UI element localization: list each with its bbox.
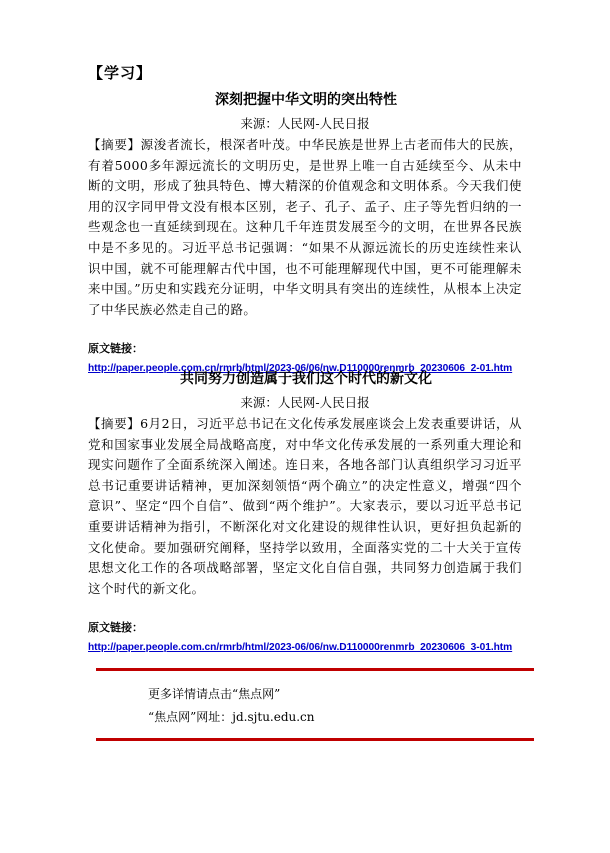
footer-site-address: “焦点网”网址：jd.sjtu.edu.cn xyxy=(148,710,315,724)
article-source: 来源：人民网-人民日报 xyxy=(240,395,370,410)
link-label: 原文链接： xyxy=(88,621,143,635)
article-source: 来源：人民网-人民日报 xyxy=(240,116,370,131)
article-title: 共同努力创造属于我们这个时代的新文化 xyxy=(180,371,432,387)
article-title: 深刻把握中华文明的突出特性 xyxy=(215,92,397,108)
article-abstract: 【摘要】源浚者流长，根深者叶茂。中华民族是世界上古老而伟大的民族，有着5000多年源远流长的文明历史，是世界上唯一自古延续至今、从未中断的文明，形成了独具特色、博大精深的价值观念和文明体系。今天我们使用的汉字同甲骨文没有根本区别，老子、孔子、孟子、庄子等先哲归纳的一些观念也一直延续到现在。这种几千年连贯发展至今的文明，在世界各民族中是不多见的。习近平总书记强调：“如果不从源远流长的历史连续性来认识中国，就不可能理解古代中国，也不可能理解现代中国，更不可能理解未来中国。”历史和实践充分证明，中华文明具有突出的连续性，从根本上决定了中华民族必然走自己的路。 xyxy=(88,137,522,317)
original-link[interactable]: http://paper.people.com.cn/rmrb/html/2023-06/06/nw.D110000renmrb_20230606_3-01.htm xyxy=(88,642,513,654)
bottom-red-divider xyxy=(96,738,534,741)
section-tag: 【学习】 xyxy=(88,64,153,82)
top-red-divider xyxy=(96,668,534,671)
link-label: 原文链接： xyxy=(88,342,143,356)
article-abstract: 【摘要】6月2日，习近平总书记在文化传承发展座谈会上发表重要讲话，从党和国家事业发展全局战略高度，对中华文化传承发展的一系列重大理论和现实问题作了全面系统深入阐述。连日来，各地各部门认真组织学习习近平总书记重要讲话精神，更加深刻领悟“两个确立”的决定性意义，增强“四个意识”、坚定“四个自信”、做到“两个维护”。大家表示，要以习近平总书记重要讲话精神为指引，不断深化对文化建设的规律性认识，更好担负起新的文化使命。要加强研究阐释，坚持学以致用，全面落实党的二十大关于宣传思想文化工作的各项战略部署，坚定文化自信自强，共同努力创造属于我们这个时代的新文化。 xyxy=(88,416,522,596)
article-1 xyxy=(88,92,522,375)
article-2 xyxy=(88,371,522,654)
original-link[interactable]: http://paper.people.com.cn/rmrb/html/2023-06/06/nw.D110000renmrb_20230606_2-01.htm xyxy=(88,363,513,375)
footer-more-info: 更多详情请点击“焦点网” xyxy=(148,687,281,701)
